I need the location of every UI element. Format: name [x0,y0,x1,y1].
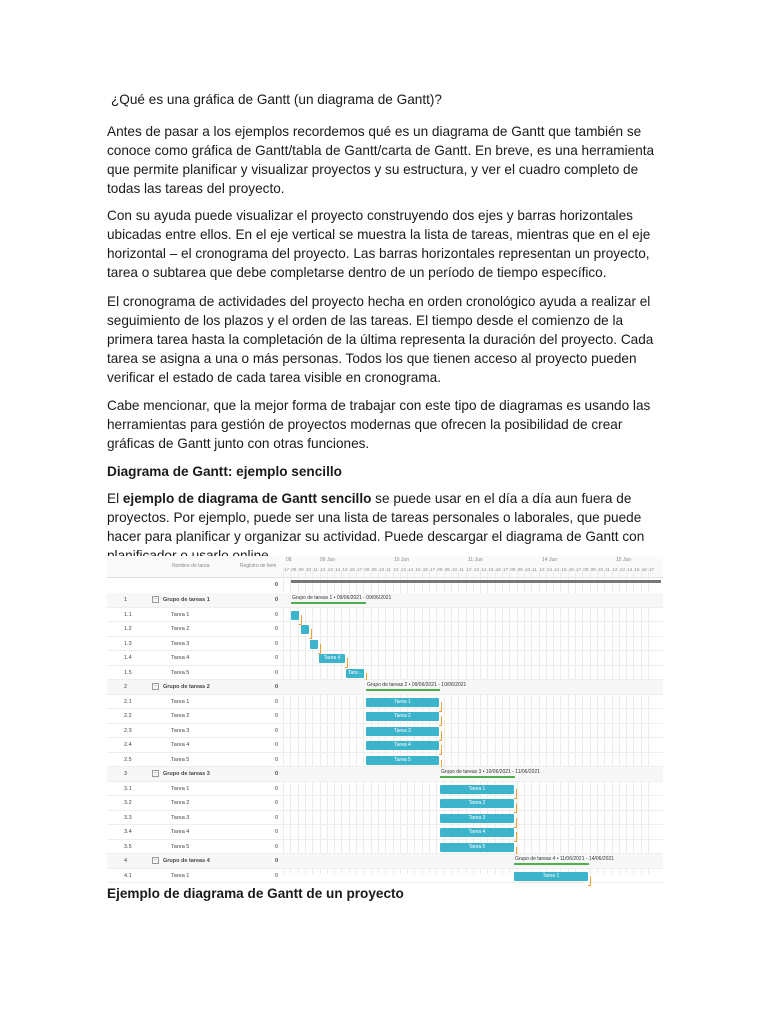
task-bar: Tarea 5 [440,843,514,852]
day-label: 10 [451,567,458,572]
row-task-name: Grupo de tareas 1 [163,597,210,603]
row-task-name: Tarea 2 [171,626,190,632]
task-row [107,666,663,681]
day-label: 11 [386,567,391,572]
row-time-log: 0 [275,814,279,821]
task-row [107,840,663,855]
task-bar: Tarea 4 [366,741,439,750]
row-task-name: Tarea 1 [171,611,190,618]
task-bar: Tarea 2 [440,799,514,808]
day-label: 16 [422,567,428,572]
day-label: 08 [291,567,297,572]
day-label: 13 [400,567,406,572]
row-id: 2.3 [124,727,132,734]
task-bar: Tarea 1 [366,698,439,707]
task-row [107,825,663,840]
day-label: 15 [488,567,494,572]
paragraph-5-pre: El [107,491,123,506]
day-label: 10 [597,567,604,572]
row-id: 3.5 [124,843,132,850]
month-label: 14 Jun [542,557,558,563]
task-row [107,651,663,666]
day-label: 08 [364,567,370,572]
day-label: 14 [627,567,633,572]
group-bar [440,776,515,778]
collapse-toggle-icon[interactable]: − [152,770,159,777]
row-task-name: Tarea 4 [171,829,190,835]
row-task-name: Tarea 1 [171,872,190,879]
day-label: 08 [510,567,516,572]
row-task-name: Tarea 5 [171,669,190,676]
day-label: 17 [576,567,582,572]
day-label: 12 [612,567,618,572]
day-label: 11 [459,567,464,572]
total-value: 0 [275,582,279,588]
month-label: 09 Jun [320,557,336,563]
month-label: 11 Jun [468,557,483,563]
task-row [107,782,663,797]
day-label: 17 [357,567,363,572]
collapse-toggle-icon[interactable]: − [152,857,159,864]
task-bar: Tarea 3 [366,727,439,736]
row-task-name: Tarea 3 [171,640,190,647]
row-time-log: 0 [275,843,279,850]
row-task-name: Grupo de tareas 4 [163,858,210,864]
row-id: 3.4 [124,829,132,835]
task-bar: Tarea 4 [319,654,345,663]
task-bar [291,611,299,620]
row-time-log: 0 [275,742,279,748]
paragraph-1: Antes de pasar a los ejemplos recordemos qué es un diagrama de Gantt que también se conoce como gráfica de Gantt/tabla de Gantt/carta de Gantt. En breve, es una herramienta que permite planificar y visualizar proyectos y su estructura, y ver el cuadro completo de todas las tareas del proyecto. [107,124,655,196]
day-label: 14 [481,567,487,572]
day-label: 10 [524,567,531,572]
row-id: 2.2 [124,713,132,719]
paragraph-5 [107,489,662,565]
day-label: 15 [561,567,567,572]
group-bar-label: Grupo de tareas 4 • 11/06/2021 - 14/06/2021 [515,856,614,862]
row-task-name: Tarea 1 [171,698,190,705]
project-summary-bar [291,580,661,583]
row-time-log: 0 [275,597,279,603]
row-time-log: 0 [275,640,279,647]
day-label: 14 [335,567,341,572]
day-label: 16 [495,567,501,572]
month-label: 15 Jun [616,557,632,563]
day-label: 13 [546,567,552,572]
row-id: 2 [124,684,128,690]
day-label: 13 [619,567,625,572]
day-label: 16 [568,567,574,572]
day-label: 13 [473,567,479,572]
row-time-log: 0 [275,829,279,835]
row-id: 1.5 [124,669,132,676]
row-id: 1.3 [124,640,132,647]
day-label: 09 [517,567,523,572]
group-bar-label: Grupo de tareas 3 • 10/06/2021 - 11/06/2021 [441,769,540,775]
day-label: 10 [305,567,312,572]
row-task-name: Tarea 4 [171,742,190,748]
day-label: 16 [641,567,647,572]
day-label: 13 [327,567,333,572]
row-id: 4.1 [124,872,132,879]
row-task-name: Tarea 2 [171,800,190,806]
row-task-name: Tarea 3 [171,814,190,821]
day-label: 14 [408,567,414,572]
row-task-name: Tarea 5 [171,843,190,850]
row-id: 3 [124,771,128,777]
row-task-name: Grupo de tareas 2 [163,684,210,690]
group-bar [291,602,366,604]
day-label: 16 [349,567,355,572]
row-task-name: Tarea 2 [171,713,190,719]
day-label: 12 [393,567,399,572]
day-label: 15 [342,567,348,572]
row-time-log: 0 [275,858,279,864]
task-bar: Tarea 5 [366,756,439,765]
task-row [107,811,663,826]
row-id: 2.4 [124,742,132,748]
row-id: 3.3 [124,814,132,821]
paragraph-2: Con su ayuda puede visualizar el proyecto construyendo dos ejes y barras horizontales ubicadas entre ellos. En el eje vertical se muestra la lista de tareas, mientras que en el eje horizontal – el cronograma del proyecto. Las barras horizontales representan un proyecto, tarea o subtarea que debe completarse dentro de un período de tiempo específico. [107,208,651,280]
row-time-log: 0 [275,655,279,661]
row-time-log: 0 [275,684,279,690]
month-label: 10 Jun [394,557,410,563]
task-row [107,796,663,811]
day-label: 17 [430,567,436,572]
row-time-log: 0 [275,669,279,676]
day-label: 12 [320,567,326,572]
heading-project-example: Ejemplo de diagrama de Gantt de un proyecto [107,886,404,901]
task-bar: Tarea 1 [440,785,514,794]
group-row [107,767,663,782]
collapse-toggle-icon[interactable]: − [152,596,159,603]
row-time-log: 0 [275,771,279,777]
row-id: 1.1 [124,611,132,618]
task-bar [310,640,318,649]
paragraph-4: Cabe mencionar, que la mejor forma de trabajar con este tipo de diagramas es usando las herramientas para gestión de proyectos modernas que ofrecen la posibilidad de crear gráficas de Gantt junto con otras funciones. [107,398,651,451]
day-label: 09 [371,567,377,572]
row-time-log: 0 [275,727,279,734]
day-label: 12 [466,567,472,572]
row-id: 1.2 [124,626,132,632]
month-label: 08 [286,557,292,563]
row-time-log: 0 [275,872,279,879]
paragraph-5-bold: ejemplo de diagrama de Gantt sencillo [122,491,372,506]
task-row [107,608,663,623]
row-id: 2.1 [124,698,132,705]
row-time-log: 0 [275,611,279,618]
task-row [107,637,663,652]
row-task-name: Tarea 4 [171,655,190,661]
row-time-log: 0 [275,800,279,806]
day-label: 14 [554,567,560,572]
row-time-log: 0 [275,698,279,705]
task-bar: Tarea 2 [366,712,439,721]
task-bar [301,625,309,634]
group-bar-label: Grupo de tareas 1 • 09/06/2021 - 09/06/2021 [292,595,392,601]
group-bar [514,863,589,865]
gantt-chart [107,556,663,879]
day-label: 17 [503,567,509,572]
task-bar: Tarea 4 [440,828,514,837]
day-label: 09 [444,567,450,572]
day-label: 15 [415,567,421,572]
row-time-log: 0 [275,713,279,719]
day-label: 08 [583,567,589,572]
row-id: 2.5 [124,756,132,763]
row-task-name: Tarea 3 [171,727,190,734]
day-label: 17 [284,567,290,572]
day-label: 11 [532,567,537,572]
paragraph-5-post: se puede usar en el día a día aun fuera de proyectos. Por ejemplo, puede ser una lista de tareas personales o laborales, que puede hacer para planificar y organizar su actividad. Puede descargar el diagrama de Gantt con [107,491,645,544]
row-id: 3.1 [124,785,132,792]
day-label: 11 [605,567,610,572]
day-label: 09 [590,567,596,572]
row-id: 3.2 [124,800,132,806]
day-label: 09 [298,567,304,572]
page-title: ¿Qué es una gráfica de Gantt (un diagrama de Gantt)? [111,92,442,107]
group-bar [366,689,440,691]
task-bar: Tare... [346,669,364,678]
day-label: 11 [313,567,318,572]
task-bar: Tarea 1 [514,872,588,881]
row-task-name: Tarea 5 [171,756,190,763]
col-task-name: Nombre de tarea [172,563,210,569]
group-bar-label: Grupo de tareas 2 • 09/06/2021 - 10/06/2021 [367,682,467,688]
task-bar: Tarea 3 [440,814,514,823]
row-id: 4 [124,858,128,864]
row-id: 1.4 [124,655,132,661]
row-time-log: 0 [275,626,279,632]
day-label: 17 [649,567,655,572]
col-time-log: Registro de tiem [240,563,277,569]
row-task-name: Grupo de tareas 3 [163,771,210,777]
row-id: 1 [124,597,128,603]
paragraph-3: El cronograma de actividades del proyecto hecha en orden cronológico ayuda a realizar el seguimiento de los plazos y el orden de las tareas. El tiempo desde el comienzo de la primera tarea hasta la completación de la última representa la duración del proyecto. Cada tarea se asigna a una o más personas. Todos los que tienen acceso al proyecto pueden verificar el estado de cada tarea visible en cronograma. [107,294,654,385]
day-label: 15 [634,567,640,572]
row-time-log: 0 [275,756,279,763]
dependency-link [588,876,591,886]
task-row [107,622,663,637]
day-label: 08 [437,567,443,572]
row-time-log: 0 [275,785,279,792]
day-label: 10 [378,567,385,572]
day-label: 12 [539,567,545,572]
collapse-toggle-icon[interactable]: − [152,683,159,690]
row-task-name: Tarea 1 [171,785,190,792]
heading-simple-example: Diagrama de Gantt: ejemplo sencillo [107,464,342,479]
